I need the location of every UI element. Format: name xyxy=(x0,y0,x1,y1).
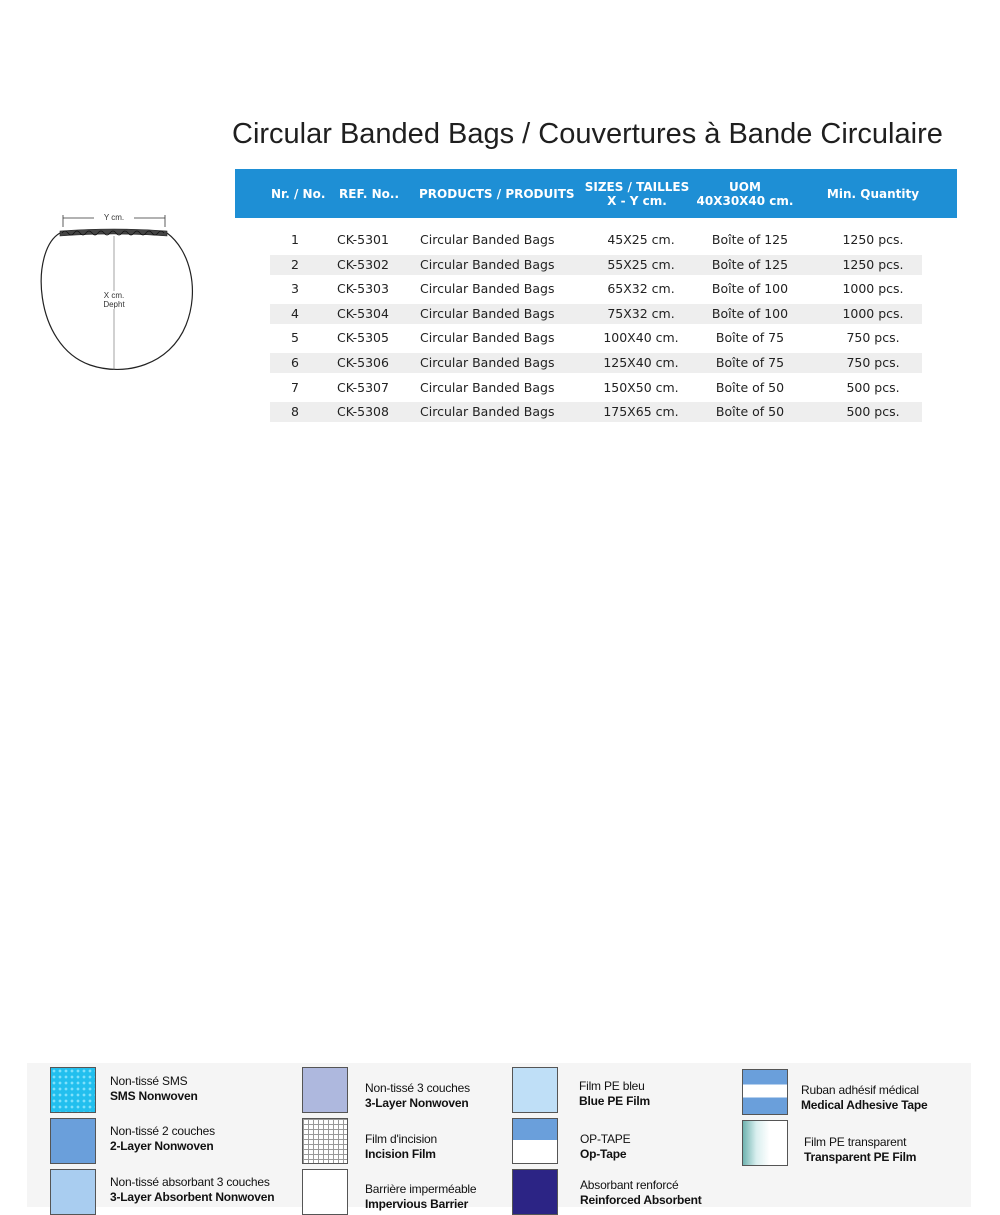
transparent-pe-film-swatch xyxy=(742,1120,788,1166)
legend-item-transparent-pe xyxy=(804,1135,916,1165)
table-row xyxy=(270,402,922,422)
cell-size: 55X25 cm. xyxy=(607,256,675,272)
cell-size: 65X32 cm. xyxy=(607,281,675,297)
legend-transparent-pe-fr: Film PE transparent xyxy=(804,1135,907,1149)
cell-size: 45X25 cm. xyxy=(607,232,675,247)
legend-blue-pe-fr: Film PE bleu xyxy=(579,1079,645,1093)
cell-size: 150X50 cm. xyxy=(603,379,679,395)
header-nr: Nr. / No. xyxy=(271,186,326,201)
legend-sms-en: SMS Nonwoven xyxy=(110,1089,198,1103)
cell-qty: 750 pcs. xyxy=(846,355,900,370)
header-sizes xyxy=(584,169,690,218)
legend-reinforced-en: Reinforced Absorbent xyxy=(580,1193,702,1207)
width-label: Y cm. xyxy=(103,213,125,223)
cell-uom: Boîte of 50 xyxy=(715,404,785,420)
cell-nr: 3 xyxy=(291,281,299,297)
table-row xyxy=(270,279,922,299)
circular-bag-drawing xyxy=(30,205,200,380)
three-layer-nonwoven-swatch xyxy=(302,1067,348,1113)
cell-ref: CK-5302 xyxy=(337,256,389,272)
table-row xyxy=(270,353,922,373)
legend-item-sms xyxy=(110,1074,198,1104)
cell-size: 100X40 cm. xyxy=(603,330,679,346)
cell-qty: 750 pcs. xyxy=(846,330,900,346)
depth-label-depth: Depht xyxy=(103,300,125,309)
legend-two-layer-fr: Non-tissé 2 couches xyxy=(110,1124,215,1138)
cell-ref: CK-5304 xyxy=(337,305,389,321)
legend-three-layer-absorbent-fr: Non-tissé absorbant 3 couches xyxy=(110,1175,270,1189)
header-uom xyxy=(695,169,795,218)
table-row xyxy=(270,230,922,250)
legend-three-layer-absorbent-en: 3-Layer Absorbent Nonwoven xyxy=(110,1190,275,1204)
cell-product: Circular Banded Bags xyxy=(420,330,555,346)
header-products: PRODUCTS / PRODUITS xyxy=(419,186,575,201)
cell-uom: Boîte of 75 xyxy=(715,330,785,346)
legend-item-reinforced xyxy=(580,1178,702,1208)
impervious-barrier-swatch xyxy=(302,1169,348,1215)
cell-product: Circular Banded Bags xyxy=(420,355,555,370)
legend-transparent-pe-en: Transparent PE Film xyxy=(804,1150,917,1164)
cell-product: Circular Banded Bags xyxy=(420,232,555,247)
incision-film-swatch xyxy=(302,1118,348,1164)
legend-adhesive-en: Medical Adhesive Tape xyxy=(801,1098,928,1112)
legend-item-three-layer xyxy=(365,1081,470,1111)
legend-adhesive-fr: Ruban adhésif médical xyxy=(801,1083,919,1097)
legend-item-blue-pe xyxy=(579,1079,650,1109)
header-sizes-line1: SIZES / TAILLES xyxy=(584,179,690,194)
cell-ref: CK-5301 xyxy=(337,232,389,247)
cell-product: Circular Banded Bags xyxy=(420,256,555,272)
cell-uom: Boîte of 100 xyxy=(711,281,789,297)
cell-uom: Boîte of 125 xyxy=(711,232,789,247)
medical-adhesive-tape-swatch xyxy=(742,1069,788,1115)
legend-item-adhesive xyxy=(801,1083,928,1113)
legend-incision-fr: Film d'incision xyxy=(365,1132,437,1146)
legend-three-layer-fr: Non-tissé 3 couches xyxy=(365,1081,470,1095)
legend-incision-en: Incision Film xyxy=(365,1147,436,1161)
cell-nr: 6 xyxy=(291,355,299,370)
cell-size: 175X65 cm. xyxy=(603,404,679,420)
legend-blue-pe-en: Blue PE Film xyxy=(579,1094,650,1108)
cell-uom: Boîte of 100 xyxy=(711,305,789,321)
op-tape-swatch xyxy=(512,1118,558,1164)
legend-two-layer-en: 2-Layer Nonwoven xyxy=(110,1139,214,1153)
legend-item-incision xyxy=(365,1132,437,1162)
bag-diagram xyxy=(30,205,200,380)
table-row xyxy=(270,255,922,275)
legend-reinforced-fr: Absorbant renforcé xyxy=(580,1178,679,1192)
cell-product: Circular Banded Bags xyxy=(420,379,555,395)
legend-three-layer-en: 3-Layer Nonwoven xyxy=(365,1096,469,1110)
cell-size: 125X40 cm. xyxy=(603,355,679,370)
cell-qty: 1000 pcs. xyxy=(842,281,904,297)
header-uom-line2: 40X30X40 cm. xyxy=(696,193,794,208)
depth-label-x: X cm. xyxy=(103,291,125,300)
page-title: Circular Banded Bags / Couvertures à Bande Circulaire xyxy=(232,118,943,150)
header-sizes-line2: X - Y cm. xyxy=(607,193,667,208)
two-layer-nonwoven-swatch xyxy=(50,1118,96,1164)
table-row xyxy=(270,304,922,324)
legend-impervious-fr: Barrière imperméable xyxy=(365,1182,477,1196)
table-header xyxy=(235,169,957,218)
header-min-quantity: Min. Quantity xyxy=(826,186,920,201)
cell-ref: CK-5305 xyxy=(337,330,389,346)
cell-nr: 5 xyxy=(291,330,299,346)
legend-sms-fr: Non-tissé SMS xyxy=(110,1074,188,1088)
cell-ref: CK-5306 xyxy=(337,355,389,370)
three-layer-absorbent-swatch xyxy=(50,1169,96,1215)
table-row xyxy=(270,328,922,348)
legend-item-two-layer xyxy=(110,1124,215,1154)
cell-nr: 7 xyxy=(291,379,299,395)
legend-item-impervious xyxy=(365,1182,476,1212)
cell-nr: 2 xyxy=(291,256,299,272)
cell-product: Circular Banded Bags xyxy=(420,305,555,321)
cell-qty: 500 pcs. xyxy=(846,404,900,420)
cell-nr: 4 xyxy=(291,305,299,321)
legend-op-tape-en: Op-Tape xyxy=(580,1147,627,1161)
cell-ref: CK-5303 xyxy=(337,281,389,297)
legend-op-tape-fr: OP-TAPE xyxy=(580,1132,631,1146)
legend-item-three-layer-absorbent xyxy=(110,1175,274,1205)
cell-qty: 1000 pcs. xyxy=(842,305,904,321)
cell-qty: 1250 pcs. xyxy=(842,232,904,247)
cell-nr: 8 xyxy=(291,404,299,420)
cell-uom: Boîte of 125 xyxy=(711,256,789,272)
legend-item-op-tape xyxy=(580,1132,630,1162)
material-legend xyxy=(27,1063,971,1211)
reinforced-absorbent-swatch xyxy=(512,1169,558,1215)
cell-ref: CK-5308 xyxy=(337,404,389,420)
header-uom-line1: UOM xyxy=(729,179,761,194)
sms-nonwoven-swatch xyxy=(50,1067,96,1113)
cell-product: Circular Banded Bags xyxy=(420,281,555,297)
cell-ref: CK-5307 xyxy=(337,379,389,395)
legend-impervious-en: Impervious Barrier xyxy=(365,1197,469,1211)
cell-qty: 500 pcs. xyxy=(846,379,900,395)
cell-nr: 1 xyxy=(291,232,299,247)
blue-pe-film-swatch xyxy=(512,1067,558,1113)
cell-product: Circular Banded Bags xyxy=(420,404,555,420)
cell-qty: 1250 pcs. xyxy=(842,256,904,272)
cell-size: 75X32 cm. xyxy=(607,305,675,321)
cell-uom: Boîte of 75 xyxy=(715,355,785,370)
header-ref: REF. No.. xyxy=(339,186,400,201)
cell-uom: Boîte of 50 xyxy=(715,379,785,395)
table-row xyxy=(270,378,922,398)
